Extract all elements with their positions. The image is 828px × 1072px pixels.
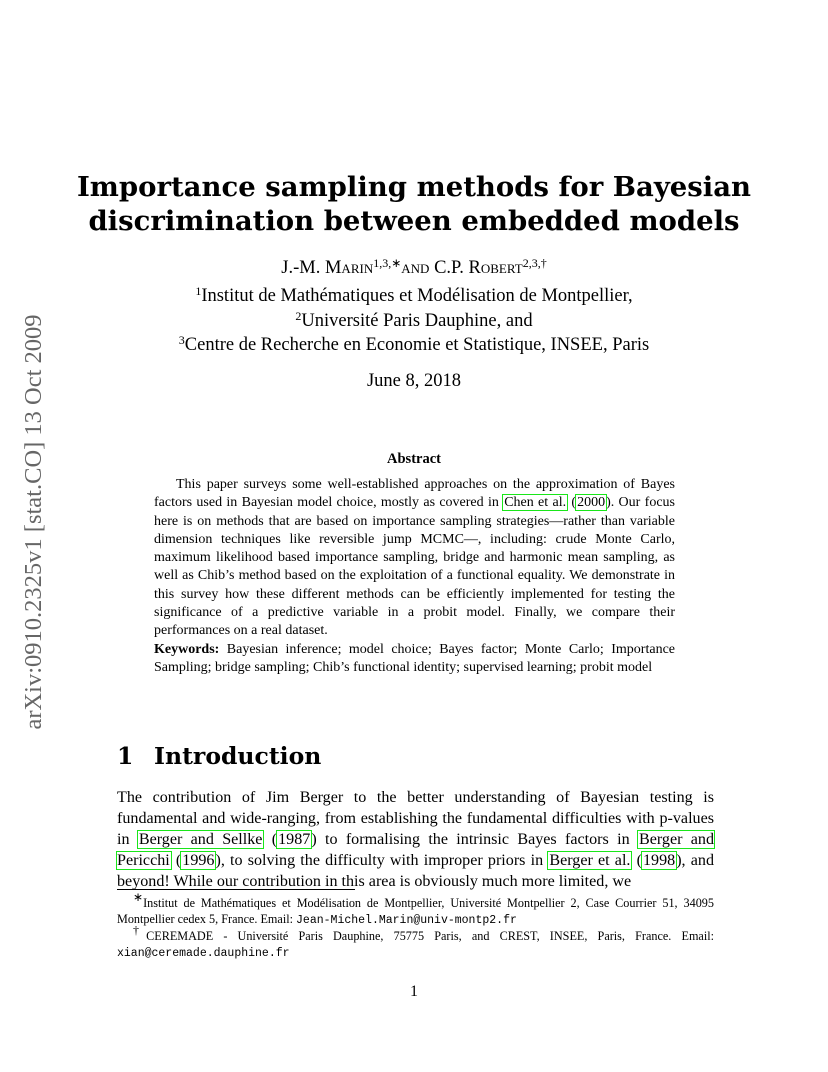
affiliation-2-text: Université Paris Dauphine, and: [301, 311, 533, 331]
author-1-affil-mark: 1,3,∗: [373, 256, 402, 270]
affiliation-1-mark: 1: [195, 284, 202, 298]
footnote-2-mark: †: [133, 923, 147, 937]
footnote-2-email[interactable]: xian@ceremade.dauphine.fr: [117, 947, 290, 960]
citation-berger-pericchi-link[interactable]: Berger and Pericchi: [117, 831, 714, 869]
citation-berger-sellke-year-link[interactable]: 1987: [278, 831, 311, 848]
intro-text-1: The contribution of Jim Berger to the better understanding of Bayesian testing is fundamental and wide-ranging, from establishing the fundamental difficulties with p-values in: [117, 789, 714, 848]
abstract-text-2: (: [567, 495, 577, 511]
title-line-2: discrimination between embedded models: [88, 205, 740, 237]
intro-text-2: (: [263, 831, 278, 848]
abstract-body: [154, 476, 675, 677]
affiliation-1-text: Institut de Mathématiques et Modélisation de Montpellier,: [201, 286, 633, 306]
affiliation-3-mark: 3: [178, 333, 185, 347]
section-number: 1: [117, 742, 134, 770]
abstract-heading: Abstract: [387, 451, 441, 467]
title-line-1: Importance sampling methods for Bayesian: [76, 171, 752, 203]
affiliation-3: [60, 335, 768, 356]
keywords-text: Bayesian inference; model choice; Bayes factor; Monte Carlo; Importance Sampling; bridge sampling; Chib’s functional identity; supervised learning; probit model: [154, 641, 675, 675]
citation-berger-etal-link[interactable]: Berger et al.: [549, 852, 631, 869]
citation-berger-sellke-link[interactable]: Berger and Sellke: [138, 831, 263, 848]
intro-text-6: (: [631, 852, 642, 869]
intro-paragraph: [117, 787, 714, 892]
footnote-2: [117, 923, 714, 962]
arxiv-side-stamp: [14, 282, 54, 762]
section-title: Introduction: [154, 742, 322, 770]
author-1-name: J.-M. Marin: [281, 258, 374, 278]
citation-berger-pericchi-year-link[interactable]: 1996: [182, 852, 215, 869]
affiliation-1: [60, 286, 768, 307]
author-2-affil-mark: 2,3,†: [522, 256, 547, 270]
author-line: [60, 258, 768, 279]
citation-berger-etal-year-link[interactable]: 1998: [643, 852, 676, 869]
intro-text-5: ), to solving the difficulty with improper priors in: [215, 852, 549, 869]
citation-chen-link[interactable]: Chen et al.: [504, 495, 567, 511]
intro-text-4: (: [170, 852, 182, 869]
footnote-2-paragraph: [117, 923, 714, 962]
arxiv-identifier: arXiv:0910.2325v1 [stat.CO] 13 Oct 2009: [20, 314, 47, 730]
paper-date: June 8, 2018: [366, 371, 462, 391]
footnote-1-mark: ∗: [133, 890, 144, 904]
affiliation-2: [60, 311, 768, 332]
footnote-1-email[interactable]: Jean-Michel.Marin@univ-montp2.fr: [296, 914, 517, 927]
author-2-name: and C.P. Robert: [401, 258, 523, 278]
affiliation-2-mark: 2: [295, 309, 302, 323]
footnote-1-text: Institut de Mathématiques et Modélisation de Montpellier, Université Montpellier 2, Case Courrier 51, 34095 Montpellier cedex 5, France. Email:: [117, 896, 714, 926]
affiliation-3-text: Centre de Recherche en Economie et Statistique, INSEE, Paris: [184, 335, 650, 355]
keywords-label: Keywords:: [154, 641, 220, 657]
intro-text-7: ), and beyond! While our contribution in this area is obviously much more limited, we: [117, 852, 714, 890]
citation-chen-year-link[interactable]: 2000: [577, 495, 606, 511]
footnote-1-paragraph: [117, 890, 714, 929]
abstract-text-3: ). Our focus here is on methods that are based on importance sampling strategies—rather than variable dimension techniques like reversible jump MCMC—, including: crude Monte Carlo, maximum likelihood based importance sampling, bridge and harmonic mean sampling, as well as Chib’s method based on the exploitation of a functional equality. We demonstrate in this survey how these different methods can be efficiently implemented for testing the significance of a predictive variable in a probit model. Finally, we compare their performances on a real dataset.: [154, 495, 675, 639]
abstract-paragraph: [154, 476, 675, 641]
paper-title: [60, 170, 768, 238]
keywords-paragraph: [154, 641, 675, 678]
footnote-1: [117, 890, 714, 929]
intro-body: [117, 787, 714, 892]
section-heading: [117, 742, 321, 770]
intro-text-3: ) to formalising the intrinsic Bayes factors in: [311, 831, 638, 848]
page-number: 1: [410, 983, 418, 1000]
abstract-text-1: This paper surveys some well-established approaches on the approximation of Bayes factors used in Bayesian model choice, mostly as covered in: [154, 477, 675, 511]
footnote-2-text: CEREMADE - Université Paris Dauphine, 75775 Paris, and CREST, INSEE, Paris, France. Email:: [146, 929, 714, 943]
footnote-rule: [117, 889, 355, 890]
